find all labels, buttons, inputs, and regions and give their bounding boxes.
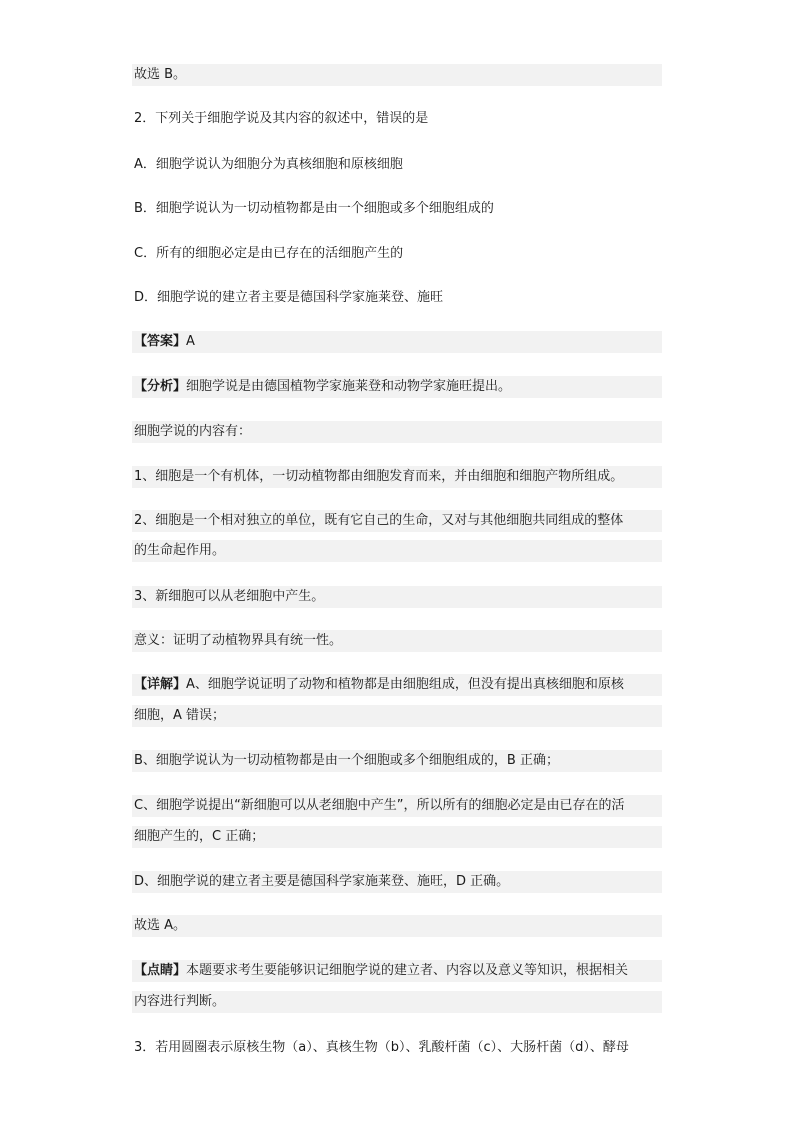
comment-label: 【点睛】	[134, 963, 187, 978]
option-a: A．细胞学说认为细胞分为真核细胞和原核细胞	[134, 157, 403, 172]
detail-c-line-2: 细胞产生的，C 正确；	[132, 826, 662, 848]
analysis-intro	[132, 376, 662, 398]
analysis-intro-text: 细胞学说是由德国植物学家施莱登和动物学家施旺提出。	[186, 379, 512, 394]
detail-label: 【详解】	[134, 677, 187, 692]
analysis-point-2-line-2: 的生命起作用。	[132, 540, 662, 562]
analysis-label: 【分析】	[134, 379, 187, 394]
detail-d: D、细胞学说的建立者主要是德国科学家施莱登、施旺，D 正确。	[132, 871, 662, 893]
question-2-stem: 2．下列关于细胞学说及其内容的叙述中，错误的是	[134, 111, 429, 126]
analysis-point-1: 1、细胞是一个有机体，一切动植物都由细胞发育而来，并由细胞和细胞产物所组成。	[132, 466, 662, 488]
detail-b: B、细胞学说认为一切动植物都是由一个细胞或多个细胞组成的，B 正确；	[132, 750, 662, 772]
analysis-point-2-line-1: 2、细胞是一个相对独立的单位，既有它自己的生命，又对与其他细胞共同组成的整体	[132, 510, 662, 532]
answer-value: A	[186, 334, 195, 349]
option-b: B．细胞学说认为一切动植物都是由一个细胞或多个细胞组成的	[134, 201, 494, 216]
detail-a-line-2: 细胞，A 错误；	[132, 705, 662, 727]
detail-a-line-1	[132, 674, 662, 696]
analysis-point-3: 3、新细胞可以从老细胞中产生。	[132, 586, 662, 608]
comment-line-2: 内容进行判断。	[132, 991, 662, 1013]
analysis-content-heading: 细胞学说的内容有：	[132, 421, 662, 443]
analysis-significance: 意义：证明了动植物界具有统一性。	[132, 630, 662, 652]
detail-conclusion: 故选 A。	[132, 915, 662, 937]
detail-c-line-1: C、细胞学说提出“新细胞可以从老细胞中产生”，所以所有的细胞必定是由已存在的活	[132, 795, 662, 817]
answer-line	[132, 331, 662, 353]
comment-text: 本题要求考生要能够识记细胞学说的建立者、内容以及意义等知识，根据相关	[186, 963, 629, 978]
question-3-stem: 3．若用圆圈表示原核生物（a）、真核生物（b）、乳酸杆菌（c）、大肠杆菌（d）、酵母	[134, 1040, 629, 1055]
comment-line-1	[132, 960, 662, 982]
option-d: D．细胞学说的建立者主要是德国科学家施莱登、施旺	[134, 290, 444, 305]
option-c: C．所有的细胞必定是由已存在的活细胞产生的	[134, 246, 404, 261]
answer-label: 【答案】	[134, 334, 187, 349]
detail-a-text: A、细胞学说证明了动物和植物都是由细胞组成，但没有提出真核细胞和原核	[186, 677, 624, 692]
previous-answer: 故选 B。	[132, 64, 662, 86]
